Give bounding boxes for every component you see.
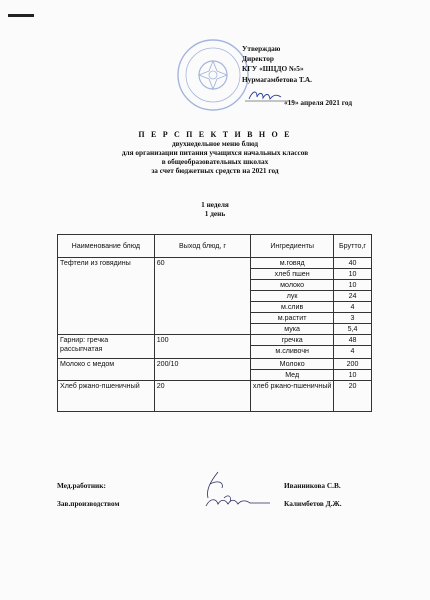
medic-role: Мед.работник: <box>57 481 106 490</box>
dish-yield: 200/10 <box>154 359 251 381</box>
table-row <box>58 335 372 346</box>
header-dish-name: Наименование блюд <box>58 235 155 258</box>
document-title <box>0 130 430 175</box>
ingredient-name: Молоко <box>251 359 334 370</box>
approval-line-director-name: Нурмагамбетова Т.А. <box>242 74 312 84</box>
approval-line-approve: Утверждаю <box>242 44 281 53</box>
ingredient-name: м.растит <box>251 313 334 324</box>
dish-yield: 100 <box>154 335 251 359</box>
menu-table <box>57 234 372 412</box>
period-label <box>0 200 430 218</box>
title-line-4: за счет бюджетных средств на 2021 год <box>151 166 279 176</box>
ingredient-gross: 10 <box>334 370 372 381</box>
ingredient-gross: 10 <box>334 280 372 291</box>
ingredient-gross: 3 <box>334 313 372 324</box>
dish-yield: 20 <box>154 381 251 412</box>
day-label: 1 день <box>204 209 226 219</box>
dish-name: Тефтели из говядины <box>58 258 155 335</box>
title-line-2: для организации питания учащихся начальных классов <box>121 148 309 158</box>
staple-mark <box>8 14 34 17</box>
ingredient-gross: 200 <box>334 359 372 370</box>
week-label: 1 неделя <box>201 200 229 209</box>
ingredient-gross: 40 <box>334 258 372 269</box>
ingredient-gross: 20 <box>334 381 372 412</box>
ingredient-name: м.слив <box>251 302 334 313</box>
title-heading: П Е Р С П Е К Т И В Н О Е <box>138 130 292 139</box>
ingredient-name: молоко <box>251 280 334 291</box>
ingredient-name: Мед <box>251 370 334 381</box>
dish-yield: 60 <box>154 258 251 335</box>
manager-role: Зав.производством <box>57 499 120 508</box>
ingredient-name: мука <box>251 324 334 335</box>
table-row <box>58 258 372 269</box>
ingredient-gross: 48 <box>334 335 372 346</box>
ingredient-gross: 5,4 <box>334 324 372 335</box>
ingredient-gross: 24 <box>334 291 372 302</box>
header-yield: Выход блюд, г <box>154 235 251 258</box>
approval-date: «19» апреля 2021 год <box>284 97 353 107</box>
ingredient-name: гречка <box>251 335 334 346</box>
menu-table-header-row <box>58 235 372 258</box>
ingredient-gross: 10 <box>334 269 372 280</box>
official-seal-stamp <box>176 38 250 112</box>
dish-name: Гарнир: гречка рассыпчатая <box>58 335 155 359</box>
approval-line-position: Директор <box>242 54 274 64</box>
approval-line-organization: КГУ «ШЦДО №5» <box>242 64 304 74</box>
ingredient-gross: 4 <box>334 346 372 359</box>
dish-name: Хлеб ржано-пшеничный <box>58 381 155 412</box>
director-signature <box>243 88 293 104</box>
manager-name: Калимбетов Д.Ж. <box>284 499 342 508</box>
title-line-1: двухнедельное меню блюд <box>171 139 259 149</box>
header-gross: Брутто,г <box>334 235 372 258</box>
ingredient-name: хлеб ржано-пшеничный <box>251 381 334 412</box>
ingredient-name: м.говяд <box>251 258 334 269</box>
ingredient-name: хлеб пшен <box>251 269 334 280</box>
staff-signatures <box>188 468 278 516</box>
header-ingredients: Ингредиенты <box>251 235 334 258</box>
medic-name: Иванникова С.В. <box>284 481 341 490</box>
ingredient-gross: 4 <box>334 302 372 313</box>
dish-name: Молоко с медом <box>58 359 155 381</box>
table-row <box>58 381 372 412</box>
ingredient-name: лук <box>251 291 334 302</box>
table-row <box>58 359 372 370</box>
title-line-3: в общеобразовательных школах <box>161 157 269 167</box>
ingredient-name: м.сливочн <box>251 346 334 359</box>
